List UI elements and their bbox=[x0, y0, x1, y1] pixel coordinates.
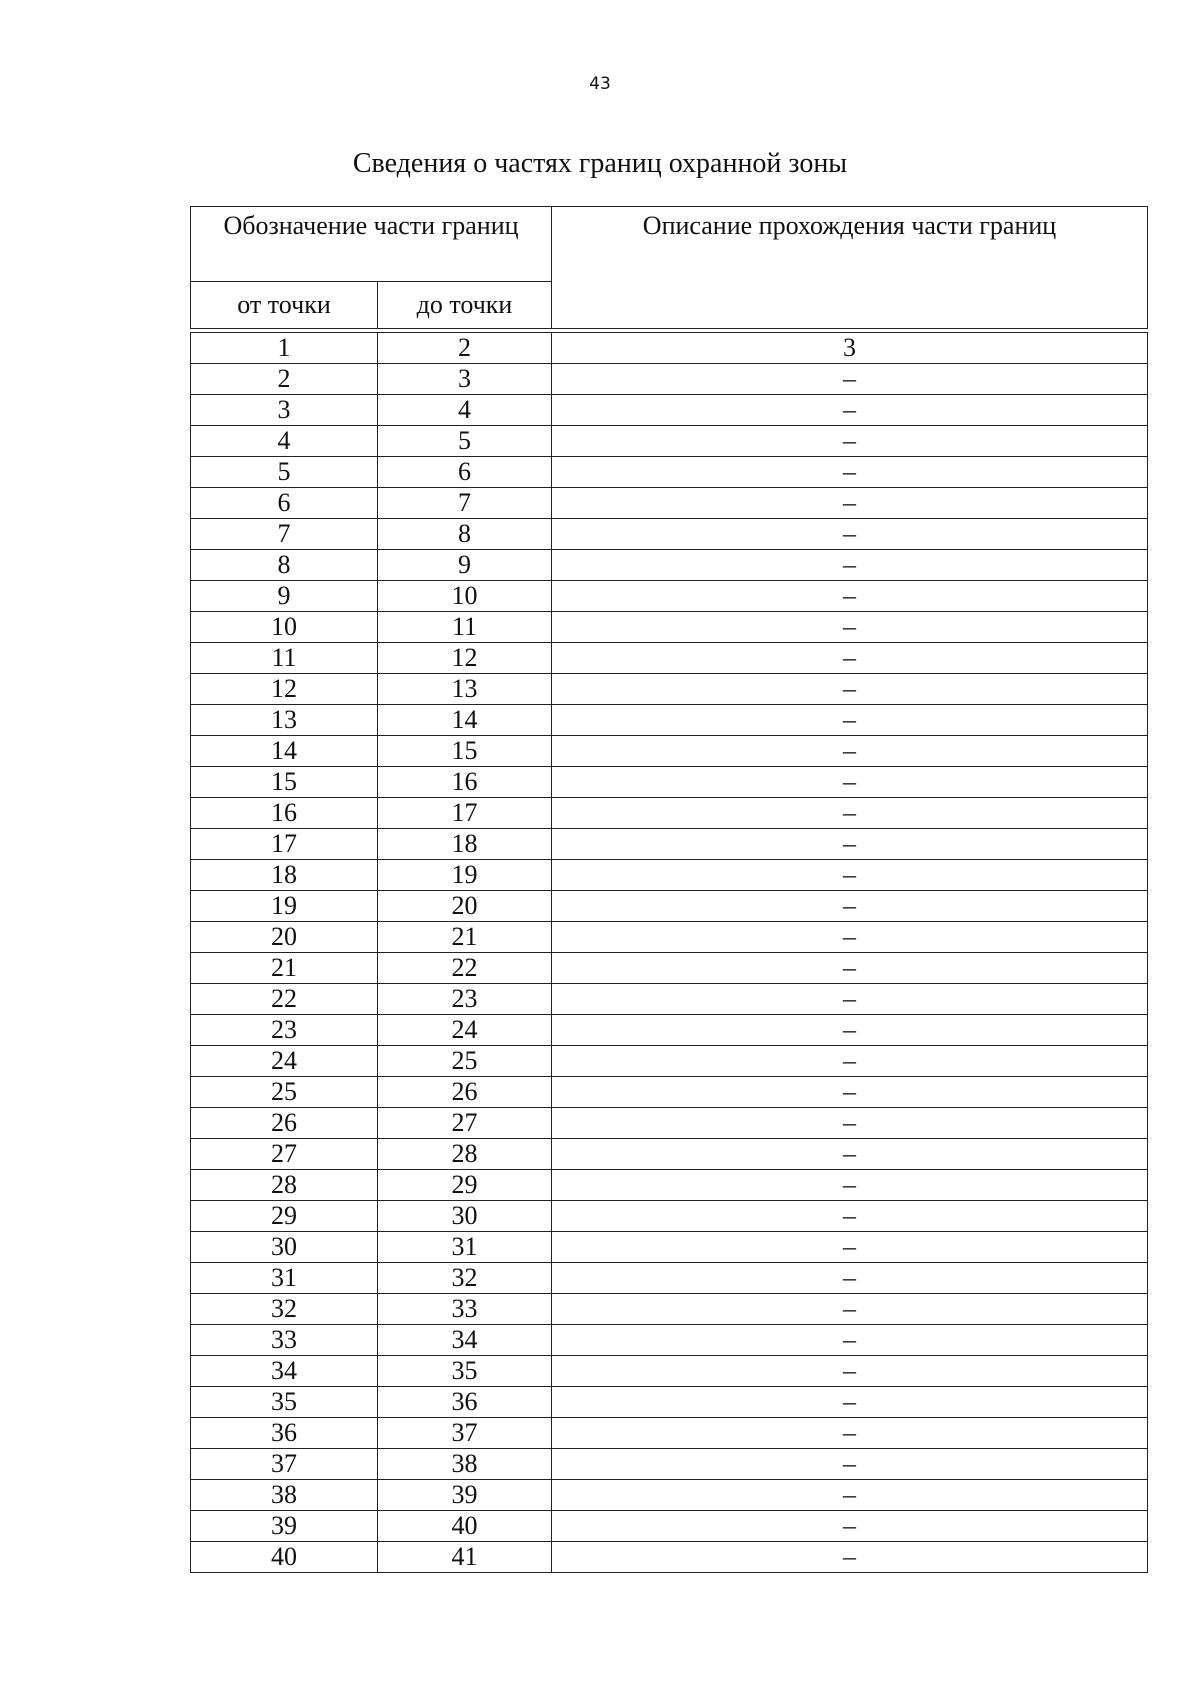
from-point-cell: 8 bbox=[191, 550, 378, 581]
table-row bbox=[191, 1170, 1148, 1201]
description-cell: – bbox=[552, 674, 1148, 705]
description-cell: – bbox=[552, 1449, 1148, 1480]
from-point-cell: 15 bbox=[191, 767, 378, 798]
to-point-cell: 22 bbox=[378, 953, 552, 984]
from-point-cell: 18 bbox=[191, 860, 378, 891]
table-row bbox=[191, 1449, 1148, 1480]
to-point-cell: 19 bbox=[378, 860, 552, 891]
from-point-cell: 37 bbox=[191, 1449, 378, 1480]
table-row bbox=[191, 674, 1148, 705]
description-cell: – bbox=[552, 829, 1148, 860]
to-point-cell: 18 bbox=[378, 829, 552, 860]
from-point-cell: 12 bbox=[191, 674, 378, 705]
description-cell: – bbox=[552, 953, 1148, 984]
to-point-cell: 27 bbox=[378, 1108, 552, 1139]
column-number-1: 1 bbox=[191, 333, 378, 364]
description-cell: – bbox=[552, 426, 1148, 457]
header-to-point: до точки bbox=[378, 282, 552, 329]
table-row bbox=[191, 891, 1148, 922]
from-point-cell: 25 bbox=[191, 1077, 378, 1108]
table-row bbox=[191, 705, 1148, 736]
to-point-cell: 25 bbox=[378, 1046, 552, 1077]
table-row bbox=[191, 1015, 1148, 1046]
table-row bbox=[191, 1077, 1148, 1108]
description-cell: – bbox=[552, 1387, 1148, 1418]
description-cell: – bbox=[552, 550, 1148, 581]
column-number-2: 2 bbox=[378, 333, 552, 364]
to-point-cell: 28 bbox=[378, 1139, 552, 1170]
from-point-cell: 13 bbox=[191, 705, 378, 736]
from-point-cell: 38 bbox=[191, 1480, 378, 1511]
to-point-cell: 17 bbox=[378, 798, 552, 829]
table-row bbox=[191, 860, 1148, 891]
column-number-3: 3 bbox=[552, 333, 1148, 364]
table-row bbox=[191, 395, 1148, 426]
table-row bbox=[191, 1046, 1148, 1077]
description-cell: – bbox=[552, 1046, 1148, 1077]
description-cell: – bbox=[552, 488, 1148, 519]
header-boundary-designation: Обозначение части границ bbox=[191, 207, 552, 282]
description-cell: – bbox=[552, 1418, 1148, 1449]
to-point-cell: 35 bbox=[378, 1356, 552, 1387]
from-point-cell: 2 bbox=[191, 364, 378, 395]
to-point-cell: 10 bbox=[378, 581, 552, 612]
table-row bbox=[191, 1387, 1148, 1418]
description-cell: – bbox=[552, 860, 1148, 891]
description-cell: – bbox=[552, 705, 1148, 736]
description-cell: – bbox=[552, 798, 1148, 829]
from-point-cell: 32 bbox=[191, 1294, 378, 1325]
from-point-cell: 27 bbox=[191, 1139, 378, 1170]
description-cell: – bbox=[552, 1139, 1148, 1170]
from-point-cell: 17 bbox=[191, 829, 378, 860]
to-point-cell: 37 bbox=[378, 1418, 552, 1449]
to-point-cell: 30 bbox=[378, 1201, 552, 1232]
to-point-cell: 5 bbox=[378, 426, 552, 457]
description-cell: – bbox=[552, 1542, 1148, 1573]
from-point-cell: 28 bbox=[191, 1170, 378, 1201]
table-header bbox=[191, 207, 1148, 333]
to-point-cell: 36 bbox=[378, 1387, 552, 1418]
table-row bbox=[191, 1263, 1148, 1294]
to-point-cell: 12 bbox=[378, 643, 552, 674]
description-cell: – bbox=[552, 643, 1148, 674]
to-point-cell: 33 bbox=[378, 1294, 552, 1325]
to-point-cell: 26 bbox=[378, 1077, 552, 1108]
from-point-cell: 29 bbox=[191, 1201, 378, 1232]
to-point-cell: 15 bbox=[378, 736, 552, 767]
to-point-cell: 6 bbox=[378, 457, 552, 488]
table-row bbox=[191, 953, 1148, 984]
description-cell: – bbox=[552, 1077, 1148, 1108]
description-cell: – bbox=[552, 395, 1148, 426]
to-point-cell: 29 bbox=[378, 1170, 552, 1201]
from-point-cell: 19 bbox=[191, 891, 378, 922]
table-row bbox=[191, 798, 1148, 829]
document-title: Сведения о частях границ охранной зоны bbox=[352, 148, 848, 179]
description-cell: – bbox=[552, 1170, 1148, 1201]
description-cell: – bbox=[552, 1232, 1148, 1263]
description-cell: – bbox=[552, 457, 1148, 488]
to-point-cell: 3 bbox=[378, 364, 552, 395]
table-row bbox=[191, 1418, 1148, 1449]
from-point-cell: 10 bbox=[191, 612, 378, 643]
table-row bbox=[191, 984, 1148, 1015]
from-point-cell: 7 bbox=[191, 519, 378, 550]
description-cell: – bbox=[552, 1511, 1148, 1542]
table-row bbox=[191, 1201, 1148, 1232]
from-point-cell: 22 bbox=[191, 984, 378, 1015]
table-row bbox=[191, 829, 1148, 860]
description-cell: – bbox=[552, 364, 1148, 395]
table-row bbox=[191, 550, 1148, 581]
table-row bbox=[191, 1108, 1148, 1139]
from-point-cell: 9 bbox=[191, 581, 378, 612]
to-point-cell: 21 bbox=[378, 922, 552, 953]
table-row bbox=[191, 457, 1148, 488]
table-row bbox=[191, 1139, 1148, 1170]
table-row bbox=[191, 1325, 1148, 1356]
header-from-point: от точки bbox=[191, 282, 378, 329]
table-row bbox=[191, 581, 1148, 612]
description-cell: – bbox=[552, 767, 1148, 798]
description-cell: – bbox=[552, 891, 1148, 922]
from-point-cell: 23 bbox=[191, 1015, 378, 1046]
to-point-cell: 14 bbox=[378, 705, 552, 736]
from-point-cell: 26 bbox=[191, 1108, 378, 1139]
from-point-cell: 31 bbox=[191, 1263, 378, 1294]
description-cell: – bbox=[552, 519, 1148, 550]
description-cell: – bbox=[552, 1015, 1148, 1046]
table-row bbox=[191, 1480, 1148, 1511]
from-point-cell: 20 bbox=[191, 922, 378, 953]
description-cell: – bbox=[552, 1108, 1148, 1139]
to-point-cell: 41 bbox=[378, 1542, 552, 1573]
to-point-cell: 31 bbox=[378, 1232, 552, 1263]
to-point-cell: 20 bbox=[378, 891, 552, 922]
from-point-cell: 21 bbox=[191, 953, 378, 984]
description-cell: – bbox=[552, 736, 1148, 767]
description-cell: – bbox=[552, 612, 1148, 643]
from-point-cell: 36 bbox=[191, 1418, 378, 1449]
to-point-cell: 9 bbox=[378, 550, 552, 581]
to-point-cell: 8 bbox=[378, 519, 552, 550]
table-row bbox=[191, 1232, 1148, 1263]
table-row bbox=[191, 519, 1148, 550]
table-row bbox=[191, 426, 1148, 457]
to-point-cell: 23 bbox=[378, 984, 552, 1015]
to-point-cell: 7 bbox=[378, 488, 552, 519]
table-row bbox=[191, 1511, 1148, 1542]
from-point-cell: 11 bbox=[191, 643, 378, 674]
table-row bbox=[191, 1294, 1148, 1325]
table-row bbox=[191, 643, 1148, 674]
table-row bbox=[191, 1356, 1148, 1387]
from-point-cell: 24 bbox=[191, 1046, 378, 1077]
from-point-cell: 39 bbox=[191, 1511, 378, 1542]
to-point-cell: 39 bbox=[378, 1480, 552, 1511]
description-cell: – bbox=[552, 581, 1148, 612]
from-point-cell: 34 bbox=[191, 1356, 378, 1387]
to-point-cell: 38 bbox=[378, 1449, 552, 1480]
to-point-cell: 34 bbox=[378, 1325, 552, 1356]
table-row bbox=[191, 364, 1148, 395]
boundary-parts-table bbox=[190, 206, 1148, 1573]
from-point-cell: 40 bbox=[191, 1542, 378, 1573]
from-point-cell: 4 bbox=[191, 426, 378, 457]
from-point-cell: 35 bbox=[191, 1387, 378, 1418]
description-cell: – bbox=[552, 1294, 1148, 1325]
description-cell: – bbox=[552, 1201, 1148, 1232]
to-point-cell: 16 bbox=[378, 767, 552, 798]
to-point-cell: 11 bbox=[378, 612, 552, 643]
description-cell: – bbox=[552, 1480, 1148, 1511]
description-cell: – bbox=[552, 984, 1148, 1015]
to-point-cell: 13 bbox=[378, 674, 552, 705]
to-point-cell: 40 bbox=[378, 1511, 552, 1542]
from-point-cell: 6 bbox=[191, 488, 378, 519]
column-number-row bbox=[191, 333, 1148, 364]
description-cell: – bbox=[552, 1263, 1148, 1294]
to-point-cell: 4 bbox=[378, 395, 552, 426]
table-row bbox=[191, 1542, 1148, 1573]
table-row bbox=[191, 922, 1148, 953]
to-point-cell: 32 bbox=[378, 1263, 552, 1294]
from-point-cell: 5 bbox=[191, 457, 378, 488]
header-boundary-description: Описание прохождения части границ bbox=[552, 207, 1148, 329]
to-point-cell: 24 bbox=[378, 1015, 552, 1046]
from-point-cell: 3 bbox=[191, 395, 378, 426]
table-row bbox=[191, 736, 1148, 767]
table-row bbox=[191, 767, 1148, 798]
from-point-cell: 16 bbox=[191, 798, 378, 829]
page-number: 43 bbox=[589, 74, 611, 94]
table-body bbox=[191, 333, 1148, 1573]
description-cell: – bbox=[552, 1356, 1148, 1387]
table-row bbox=[191, 612, 1148, 643]
description-cell: – bbox=[552, 1325, 1148, 1356]
from-point-cell: 33 bbox=[191, 1325, 378, 1356]
description-cell: – bbox=[552, 922, 1148, 953]
from-point-cell: 14 bbox=[191, 736, 378, 767]
from-point-cell: 30 bbox=[191, 1232, 378, 1263]
table-row bbox=[191, 488, 1148, 519]
